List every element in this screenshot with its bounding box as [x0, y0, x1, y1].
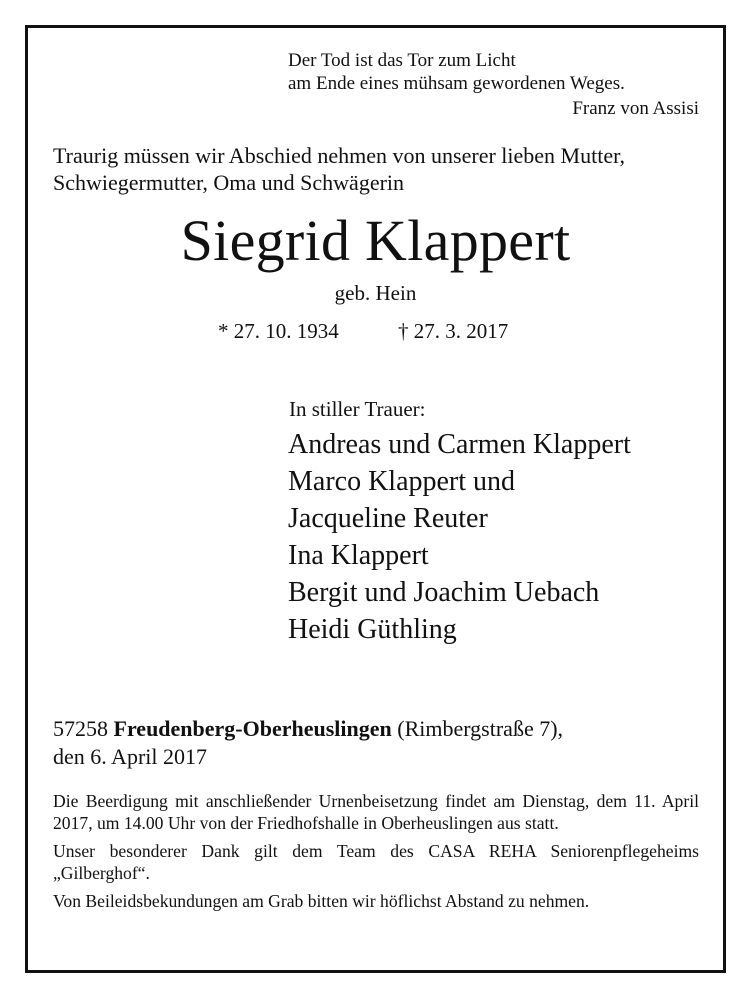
notice-date: den 6. April 2017 — [53, 744, 207, 769]
mourning-label: In stiller Trauer: — [289, 397, 426, 421]
address-line — [53, 715, 563, 743]
mourner-name: Marco Klappert und — [288, 466, 516, 497]
mourner-name: Andreas und Carmen Klappert — [288, 429, 631, 460]
place-name: Freudenberg-Oberheuslingen — [113, 716, 392, 741]
thanks-note: Unser besonderer Dank gilt dem Team des CASA REHA Seniorenpflegeheims „Gilberghof“. — [53, 841, 699, 883]
intro-line-2: Schwiegermutter, Oma und Schwägerin — [53, 170, 405, 195]
funeral-info: Die Beerdigung mit anschließender Urnenbeisetzung findet am Dienstag, dem 11. April 2017, um 14.00 Uhr von der Friedhofshalle in Oberheuslingen aus statt. — [53, 791, 699, 833]
postcode: 57258 — [53, 716, 108, 741]
condolence-note: Von Beileidsbekundungen am Grab bitten wir höflichst Abstand zu nehmen. — [53, 891, 590, 911]
intro-text — [53, 142, 625, 196]
death-date: † 27. 3. 2017 — [398, 319, 509, 343]
mourner-list — [288, 426, 631, 648]
birth-date: * 27. 10. 1934 — [218, 319, 339, 343]
mourner-name: Ina Klappert — [288, 540, 429, 571]
maiden-name: geb. Hein — [334, 281, 417, 305]
intro-line-1: Traurig müssen wir Abschied nehmen von unserer lieben Mutter, — [53, 143, 626, 168]
quote-author: Franz von Assisi — [572, 98, 699, 119]
quote-line-2: am Ende eines mühsam gewordenen Weges. — [288, 73, 625, 94]
quote-line-1: Der Tod ist das Tor zum Licht — [288, 50, 516, 71]
street: (Rimbergstraße 7), — [397, 716, 564, 741]
address-block — [53, 715, 563, 771]
mourner-name: Jacqueline Reuter — [288, 503, 488, 534]
mourner-name: Heidi Güthling — [288, 614, 457, 645]
quote — [288, 49, 625, 95]
funeral-details — [53, 790, 699, 918]
deceased-name: Siegrid Klappert — [180, 208, 571, 273]
mourner-name: Bergit und Joachim Uebach — [288, 577, 600, 608]
